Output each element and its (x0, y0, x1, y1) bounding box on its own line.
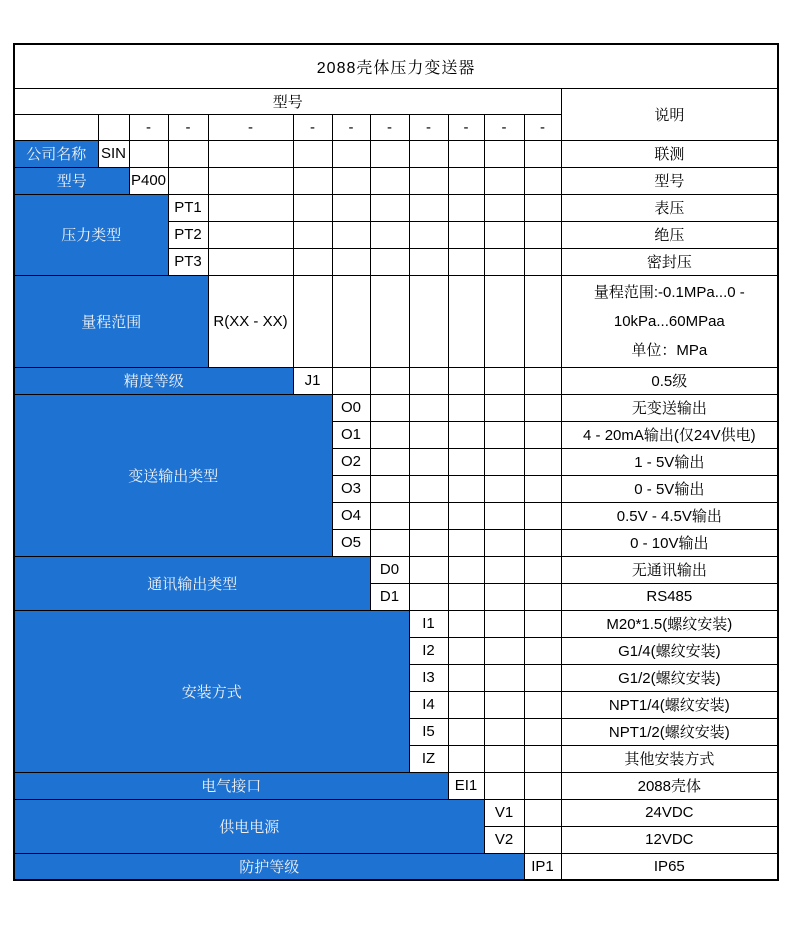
description-cell: 无通讯输出 (561, 556, 778, 583)
empty-cell (409, 448, 448, 475)
description-cell: 4 - 20mA输出(仅24V供电) (561, 421, 778, 448)
code-cell: PT2 (168, 221, 208, 248)
empty-cell (524, 826, 561, 853)
empty-cell (370, 421, 409, 448)
empty-cell (409, 140, 448, 167)
empty-cell (524, 475, 561, 502)
empty-cell (448, 502, 484, 529)
empty-cell (129, 140, 168, 167)
group-label-accuracy: 精度等级 (14, 367, 293, 394)
empty-cell (524, 556, 561, 583)
empty-cell (484, 475, 524, 502)
empty-cell (448, 718, 484, 745)
empty-cell (409, 394, 448, 421)
empty-cell (524, 718, 561, 745)
code-cell: PT3 (168, 248, 208, 275)
empty-cell (293, 167, 332, 194)
code-cell: I5 (409, 718, 448, 745)
group-label-pressure-type: 压力类型 (14, 194, 168, 275)
code-cell: IP1 (524, 853, 561, 880)
table-title: 2088壳体压力变送器 (14, 44, 778, 88)
empty-cell (448, 140, 484, 167)
empty-cell (332, 221, 370, 248)
empty-cell (370, 275, 409, 367)
group-label-range: 量程范围 (14, 275, 208, 367)
empty-cell (370, 248, 409, 275)
empty-cell (448, 221, 484, 248)
empty-cell (293, 248, 332, 275)
empty-cell (370, 448, 409, 475)
table-row (14, 275, 778, 367)
empty-cell (524, 664, 561, 691)
separator-cell: - (409, 114, 448, 140)
description-cell: 密封压 (561, 248, 778, 275)
empty-cell (524, 799, 561, 826)
group-label-installation: 安装方式 (14, 610, 409, 772)
empty-cell (484, 610, 524, 637)
empty-cell (370, 140, 409, 167)
description-cell: 其他安装方式 (561, 745, 778, 772)
code-cell: O5 (332, 529, 370, 556)
empty-cell (484, 140, 524, 167)
table-row (14, 394, 778, 421)
code-cell: PT1 (168, 194, 208, 221)
empty-cell (332, 248, 370, 275)
empty-cell (409, 367, 448, 394)
range-desc-line: 单位：MPa (631, 341, 708, 359)
empty-cell (370, 394, 409, 421)
description-cell: RS485 (561, 583, 778, 610)
code-cell: O0 (332, 394, 370, 421)
empty-cell (524, 367, 561, 394)
separator-cell: - (293, 114, 332, 140)
table-row (14, 44, 778, 88)
description-cell: M20*1.5(螺纹安装) (561, 610, 778, 637)
table-row (14, 799, 778, 826)
empty-cell (448, 367, 484, 394)
empty-cell (484, 664, 524, 691)
empty-cell (208, 221, 293, 248)
empty-cell (370, 194, 409, 221)
empty-cell (484, 275, 524, 367)
empty-cell (524, 394, 561, 421)
description-header: 说明 (561, 88, 778, 140)
empty-cell (409, 583, 448, 610)
code-cell: V1 (484, 799, 524, 826)
empty-cell (332, 167, 370, 194)
empty-cell (409, 248, 448, 275)
description-cell: 绝压 (561, 221, 778, 248)
description-cell: 表压 (561, 194, 778, 221)
code-cell: IZ (409, 745, 448, 772)
empty-cell (448, 583, 484, 610)
empty-cell (524, 275, 561, 367)
empty-cell (208, 167, 293, 194)
separator-cell: - (524, 114, 561, 140)
empty-cell (448, 167, 484, 194)
empty-cell (409, 421, 448, 448)
table-row (14, 140, 778, 167)
description-cell: 1 - 5V输出 (561, 448, 778, 475)
empty-cell (484, 248, 524, 275)
empty-cell (208, 194, 293, 221)
code-cell: O4 (332, 502, 370, 529)
empty-cell (370, 221, 409, 248)
empty-cell (14, 114, 98, 140)
empty-cell (484, 367, 524, 394)
empty-cell (448, 448, 484, 475)
empty-cell (448, 529, 484, 556)
code-cell: R(XX - XX) (208, 275, 293, 367)
empty-cell (409, 502, 448, 529)
empty-cell (332, 140, 370, 167)
empty-cell (208, 248, 293, 275)
empty-cell (448, 194, 484, 221)
empty-cell (484, 556, 524, 583)
separator-cell: - (484, 114, 524, 140)
empty-cell (524, 610, 561, 637)
empty-cell (448, 394, 484, 421)
empty-cell (484, 448, 524, 475)
code-cell: J1 (293, 367, 332, 394)
table-row (14, 556, 778, 583)
description-cell: 24VDC (561, 799, 778, 826)
empty-cell (448, 248, 484, 275)
description-cell: G1/4(螺纹安装) (561, 637, 778, 664)
empty-cell (484, 221, 524, 248)
group-label-electrical-interface: 电气接口 (14, 772, 448, 799)
empty-cell (524, 772, 561, 799)
description-cell: IP65 (561, 853, 778, 880)
code-cell: O1 (332, 421, 370, 448)
empty-cell (448, 275, 484, 367)
empty-cell (370, 502, 409, 529)
range-desc-line: 量程范围:-0.1MPa...0 - (593, 283, 745, 301)
group-label-company-name: 公司名称 (14, 140, 98, 167)
empty-cell (484, 394, 524, 421)
empty-cell (524, 691, 561, 718)
code-cell: O3 (332, 475, 370, 502)
empty-cell (484, 194, 524, 221)
description-cell: NPT1/4(螺纹安装) (561, 691, 778, 718)
empty-cell (448, 745, 484, 772)
description-cell: 0.5V - 4.5V输出 (561, 502, 778, 529)
separator-cell: - (168, 114, 208, 140)
empty-cell (168, 140, 208, 167)
code-cell: SIN (98, 140, 129, 167)
description-cell (561, 275, 778, 367)
code-cell: I4 (409, 691, 448, 718)
separator-cell: - (129, 114, 168, 140)
empty-cell (524, 502, 561, 529)
empty-cell (332, 275, 370, 367)
empty-cell (484, 691, 524, 718)
separator-cell: - (448, 114, 484, 140)
group-label-power-supply: 供电电源 (14, 799, 484, 853)
empty-cell (370, 475, 409, 502)
range-desc-line: 10kPa...60MPaa (613, 312, 725, 330)
empty-cell (524, 448, 561, 475)
empty-cell (524, 248, 561, 275)
empty-cell (524, 529, 561, 556)
separator-cell: - (370, 114, 409, 140)
empty-cell (448, 421, 484, 448)
code-cell: I3 (409, 664, 448, 691)
empty-cell (293, 194, 332, 221)
empty-cell (98, 114, 129, 140)
table-row (14, 88, 778, 114)
empty-cell (484, 745, 524, 772)
empty-cell (409, 475, 448, 502)
description-cell: G1/2(螺纹安装) (561, 664, 778, 691)
group-label-output-type: 变送输出类型 (14, 394, 332, 556)
code-cell: V2 (484, 826, 524, 853)
empty-cell (524, 421, 561, 448)
empty-cell (409, 167, 448, 194)
empty-cell (524, 637, 561, 664)
product-selection-table (13, 43, 779, 881)
empty-cell (524, 745, 561, 772)
empty-cell (524, 140, 561, 167)
empty-cell (409, 275, 448, 367)
description-cell: 无变送输出 (561, 394, 778, 421)
empty-cell (448, 556, 484, 583)
code-cell: EI1 (448, 772, 484, 799)
empty-cell (484, 772, 524, 799)
code-cell: O2 (332, 448, 370, 475)
separator-cell: - (208, 114, 293, 140)
empty-cell (409, 556, 448, 583)
empty-cell (448, 637, 484, 664)
description-cell: 12VDC (561, 826, 778, 853)
description-cell: 0 - 10V输出 (561, 529, 778, 556)
code-cell: P400 (129, 167, 168, 194)
table-row (14, 853, 778, 880)
empty-cell (484, 167, 524, 194)
empty-cell (524, 194, 561, 221)
empty-cell (448, 610, 484, 637)
table-row (14, 772, 778, 799)
empty-cell (332, 367, 370, 394)
empty-cell (524, 167, 561, 194)
empty-cell (370, 167, 409, 194)
description-cell: 2088壳体 (561, 772, 778, 799)
code-cell: I2 (409, 637, 448, 664)
code-cell: D1 (370, 583, 409, 610)
table-row (14, 367, 778, 394)
description-cell: 0.5级 (561, 367, 778, 394)
empty-cell (370, 367, 409, 394)
empty-cell (448, 691, 484, 718)
empty-cell (370, 529, 409, 556)
group-label-comm-type: 通讯输出类型 (14, 556, 370, 610)
group-label-protection: 防护等级 (14, 853, 524, 880)
description-cell: 型号 (561, 167, 778, 194)
empty-cell (168, 167, 208, 194)
empty-cell (409, 529, 448, 556)
table-row (14, 167, 778, 194)
code-cell: D0 (370, 556, 409, 583)
empty-cell (484, 583, 524, 610)
empty-cell (448, 664, 484, 691)
description-cell: 0 - 5V输出 (561, 475, 778, 502)
empty-cell (484, 637, 524, 664)
empty-cell (524, 221, 561, 248)
empty-cell (484, 421, 524, 448)
group-label-model: 型号 (14, 167, 129, 194)
empty-cell (484, 529, 524, 556)
empty-cell (484, 718, 524, 745)
empty-cell (409, 221, 448, 248)
description-cell: 联测 (561, 140, 778, 167)
table-row (14, 194, 778, 221)
empty-cell (524, 583, 561, 610)
separator-cell: - (332, 114, 370, 140)
empty-cell (293, 140, 332, 167)
empty-cell (293, 275, 332, 367)
empty-cell (332, 194, 370, 221)
empty-cell (293, 221, 332, 248)
code-cell: I1 (409, 610, 448, 637)
table-row (14, 610, 778, 637)
empty-cell (484, 502, 524, 529)
empty-cell (208, 140, 293, 167)
empty-cell (409, 194, 448, 221)
description-cell: NPT1/2(螺纹安装) (561, 718, 778, 745)
empty-cell (448, 475, 484, 502)
model-header: 型号 (14, 88, 561, 114)
